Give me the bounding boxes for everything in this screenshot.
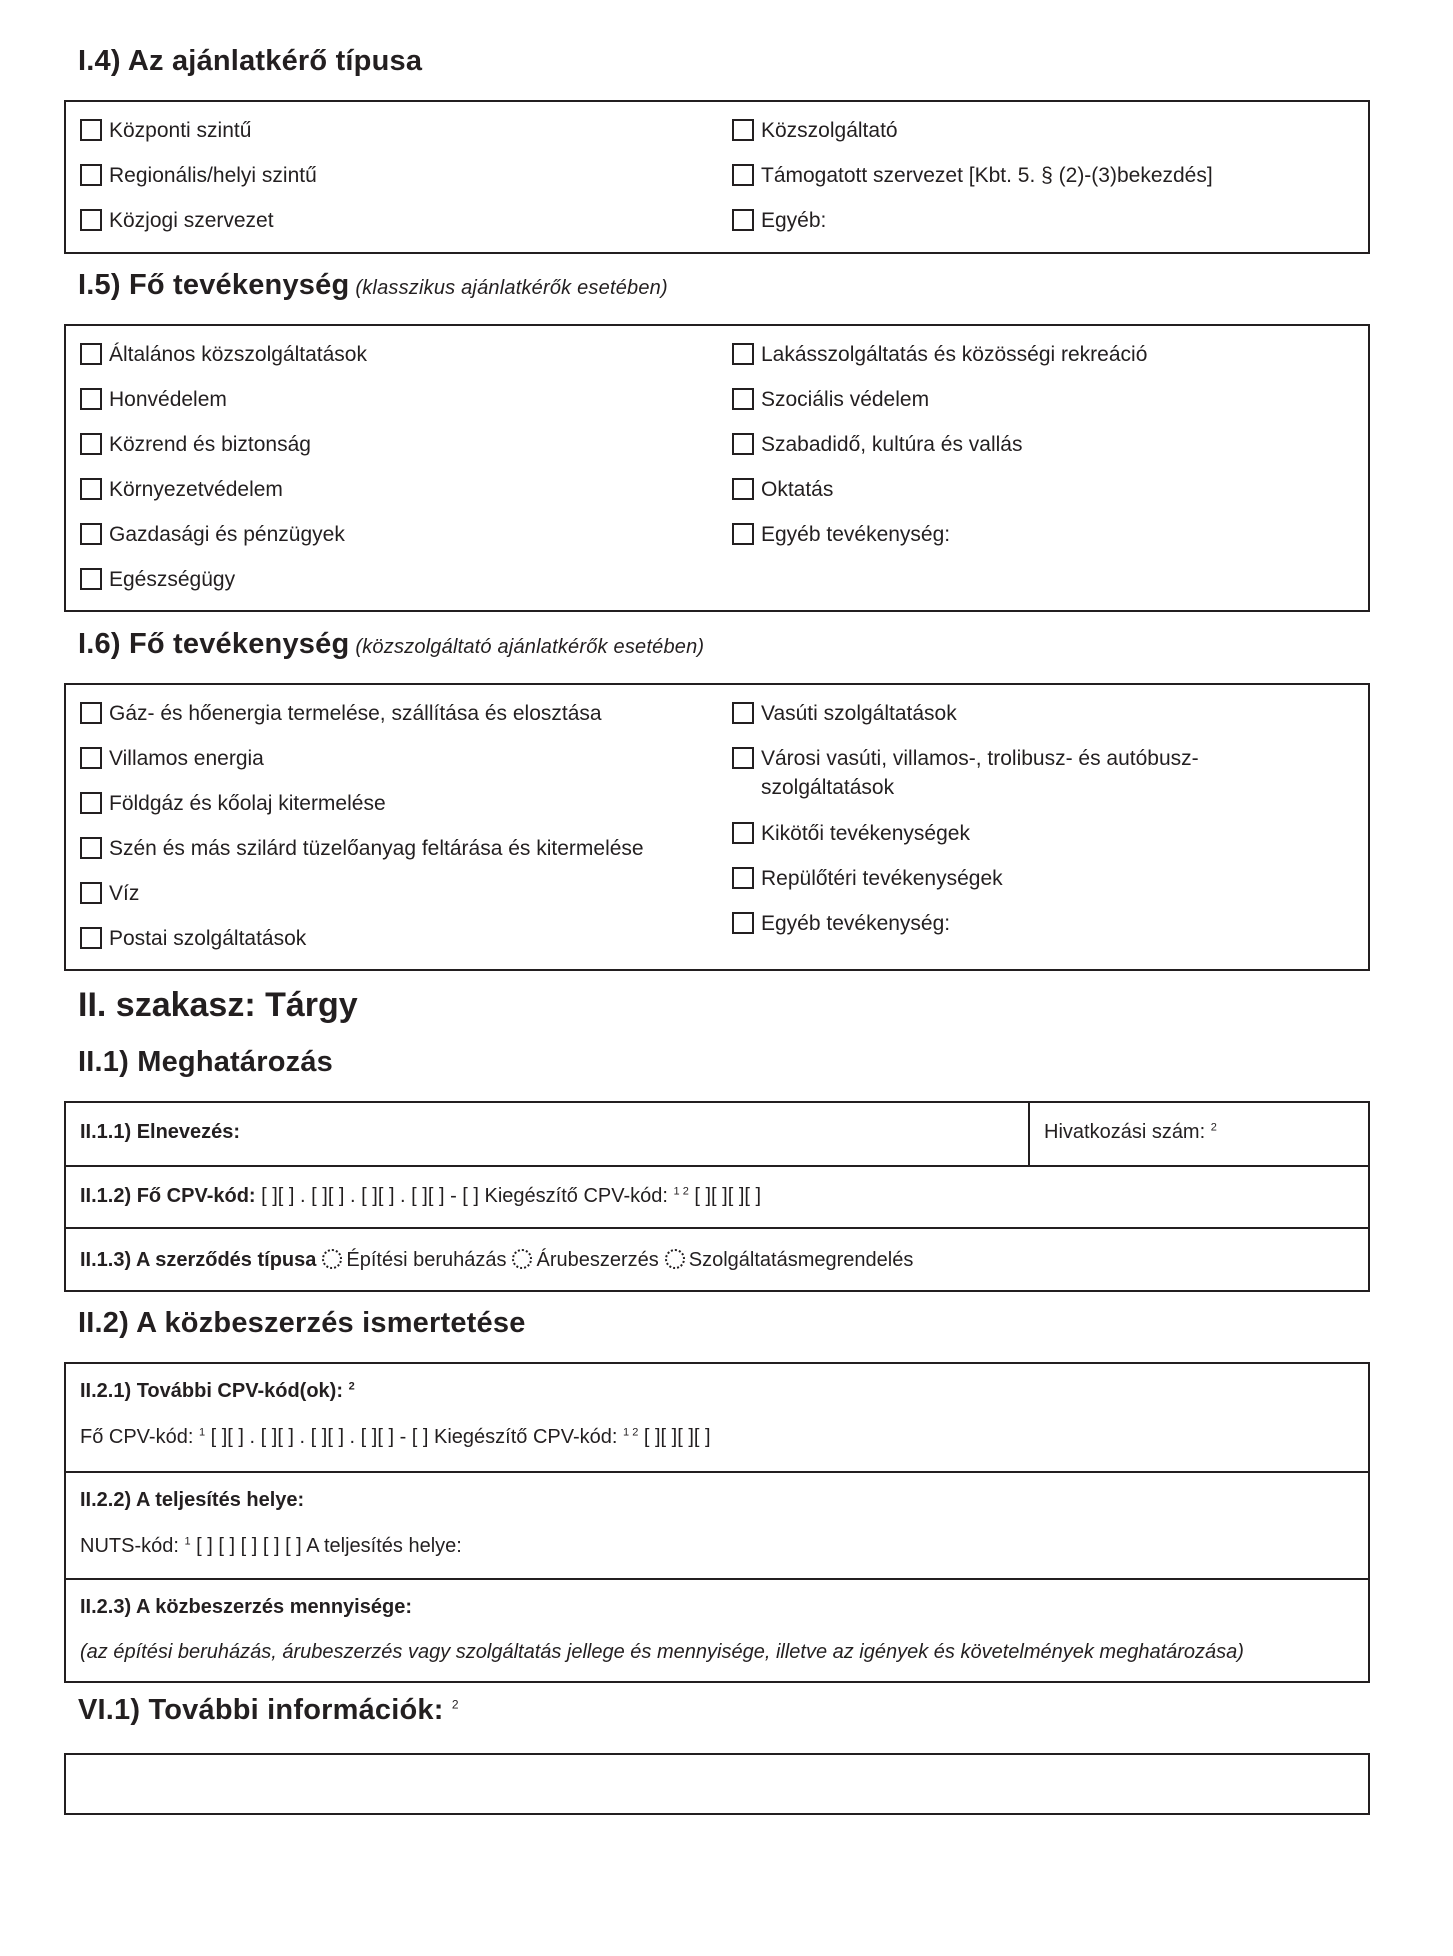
label-kiegeszito-cpv: Kiegészítő CPV-kód:: [484, 1185, 668, 1207]
radio-arubeszerzes[interactable]: [512, 1249, 532, 1269]
checkbox-square[interactable]: [80, 209, 102, 231]
box-ajanlatkero-tipusa: [64, 100, 1370, 254]
radio-epitesi-beruhazas[interactable]: [322, 1249, 342, 1269]
cpv-code-placeholder: [ ][ ] . [ ][ ] . [ ][ ] . [ ][ ] - [ ]: [261, 1185, 479, 1207]
checkbox-square[interactable]: [732, 478, 754, 500]
option-arubeszerzes: Árubeszerzés: [536, 1249, 659, 1271]
checkbox-viz[interactable]: Víz: [80, 879, 139, 908]
label-elnevezes: II.1.1) Elnevezés:: [80, 1121, 241, 1143]
checkbox-repuloteri[interactable]: Repülőtéri tevékenységek: [732, 864, 1003, 893]
cpv-extra-placeholder: [ ][ ][ ][ ]: [694, 1185, 762, 1207]
checkbox-square[interactable]: [732, 867, 754, 889]
section-heading-i6: [78, 628, 704, 661]
footnote-marker: 2: [348, 1380, 355, 1393]
field-tovabbi-informaciok[interactable]: [64, 1753, 1370, 1815]
checkbox-square[interactable]: [80, 837, 102, 859]
checkbox-gaz-es-hoenergia[interactable]: Gáz- és hőenergia termelése, szállítása és elosztása: [80, 699, 602, 728]
checkbox-egyeb[interactable]: Egyéb:: [732, 206, 826, 235]
footnote-marker: 1 2: [623, 1426, 639, 1439]
row-elnevezes: [66, 1103, 1368, 1165]
checkbox-foldgaz-koolaj[interactable]: Földgáz és kőolaj kitermelése: [80, 789, 386, 818]
checkbox-egyeb-tevekenyseg-2[interactable]: Egyéb tevékenység:: [732, 909, 950, 938]
checkbox-square[interactable]: [80, 523, 102, 545]
checkbox-square[interactable]: [732, 822, 754, 844]
checkbox-kozrend[interactable]: Közrend és biztonság: [80, 430, 311, 459]
label-kiegeszito-cpv: Kiegészítő CPV-kód:: [434, 1426, 618, 1448]
footnote-marker: 2: [451, 1697, 459, 1712]
checkbox-szabadido[interactable]: Szabadidő, kultúra és vallás: [732, 430, 1023, 459]
checkbox-square[interactable]: [80, 702, 102, 724]
checkbox-altalanos-kozszolgaltatasok[interactable]: Általános közszolgáltatások: [80, 340, 367, 369]
checkbox-kozjogi-szervezet[interactable]: Közjogi szervezet: [80, 206, 274, 235]
row-fo-cpv-kod: [66, 1165, 1368, 1229]
checkbox-square[interactable]: [80, 164, 102, 186]
footnote-marker: 1: [198, 1426, 206, 1439]
checkbox-lakasszolgaltatas[interactable]: Lakásszolgáltatás és közösségi rekreáció: [732, 340, 1147, 369]
option-epitesi-beruhazas: Építési beruházás: [346, 1249, 507, 1271]
label-hivatkozasi-szam-text: Hivatkozási szám:: [1044, 1121, 1206, 1143]
checkbox-square[interactable]: [732, 702, 754, 724]
line-fo-cpv-kod: [80, 1185, 761, 1208]
checkbox-szen-tuzeloanyag[interactable]: Szén és más szilárd tüzelőanyag feltárása és kitermelése: [80, 834, 644, 863]
label-teljesites-helye-2: A teljesítés helye:: [306, 1535, 462, 1557]
checkbox-varosi-vasuti[interactable]: Városi vasúti, villamos-, trolibusz- és autóbusz-szolgáltatások: [732, 744, 1251, 802]
checkbox-square[interactable]: [80, 882, 102, 904]
cell-divider: [1028, 1103, 1030, 1165]
checkbox-square[interactable]: [80, 568, 102, 590]
section-heading-vi1: [78, 1694, 459, 1727]
checkbox-square[interactable]: [732, 433, 754, 455]
checkbox-square[interactable]: [732, 343, 754, 365]
checkbox-kornyezetvedelem[interactable]: Környezetvédelem: [80, 475, 283, 504]
checkbox-square[interactable]: [80, 119, 102, 141]
label-fo-cpv: Fő CPV-kód:: [80, 1426, 194, 1448]
footnote-marker: 1 2: [673, 1185, 689, 1198]
checkbox-square[interactable]: [732, 388, 754, 410]
label-szerzodes-tipusa: II.1.3) A szerződés típusa: [80, 1249, 317, 1271]
checkbox-oktatas[interactable]: Oktatás: [732, 475, 833, 504]
row-tovabbi-cpv: [66, 1364, 1368, 1471]
section-heading-i5-title: I.5) Fő tevékenység: [78, 269, 350, 301]
checkbox-square[interactable]: [732, 747, 754, 769]
label-nuts-kod: NUTS-kód:: [80, 1535, 179, 1557]
checkbox-honvedelem[interactable]: Honvédelem: [80, 385, 227, 414]
label-mennyiseg: II.2.3) A közbeszerzés mennyisége:: [80, 1596, 412, 1618]
row-teljesites-helye: [66, 1471, 1368, 1580]
section-heading-ii2: II.2) A közbeszerzés ismertetése: [78, 1307, 526, 1339]
box-meghatarozas: [64, 1101, 1370, 1292]
label-tovabbi-cpv-text: II.2.1) További CPV-kód(ok):: [80, 1380, 343, 1402]
section-heading-ii1: II.1) Meghatározás: [78, 1046, 333, 1078]
checkbox-square[interactable]: [80, 927, 102, 949]
line-szerzodes-tipusa: [80, 1249, 913, 1272]
label-fo-cpv-kod: II.1.2) Fő CPV-kód:: [80, 1185, 256, 1207]
section-heading-ii: II. szakasz: Tárgy: [78, 986, 358, 1024]
text-mennyiseg-leiras: (az építési beruházás, árubeszerzés vagy szolgáltatás jellege és mennyisége, illetve az igények és követelmények meghatározása): [80, 1641, 1244, 1663]
footnote-marker: 1: [184, 1535, 191, 1548]
checkbox-tamogatott-szervezet[interactable]: Támogatott szervezet [Kbt. 5. § (2)-(3)bekezdés]: [732, 161, 1213, 190]
checkbox-square[interactable]: [732, 523, 754, 545]
checkbox-regionalis-helyi[interactable]: Regionális/helyi szintű: [80, 161, 317, 190]
box-kozbeszerzes-ismertetese: [64, 1362, 1370, 1683]
section-heading-i5-sub: (klasszikus ajánlatkérők esetében): [355, 277, 668, 299]
checkbox-square[interactable]: [80, 478, 102, 500]
checkbox-kozszolgaltato[interactable]: Közszolgáltató: [732, 116, 898, 145]
label-tovabbi-cpv: [80, 1380, 355, 1403]
label-hivatkozasi-szam: [1044, 1121, 1217, 1144]
checkbox-square[interactable]: [80, 792, 102, 814]
section-heading-vi1-title: VI.1) További információk:: [78, 1694, 444, 1726]
checkbox-square[interactable]: [80, 433, 102, 455]
checkbox-vasuti[interactable]: Vasúti szolgáltatások: [732, 699, 957, 728]
checkbox-egyeb-tevekenyseg[interactable]: Egyéb tevékenység:: [732, 520, 950, 549]
radio-szolgaltatasmegrendeles[interactable]: [665, 1249, 685, 1269]
row-mennyiseg: [66, 1578, 1368, 1683]
checkbox-postai[interactable]: Postai szolgáltatások: [80, 924, 306, 953]
section-heading-i6-sub: (közszolgáltató ajánlatkérők esetében): [355, 636, 705, 658]
label-teljesites-helye: II.2.2) A teljesítés helye:: [80, 1489, 305, 1511]
nuts-code-placeholder: [ ] [ ] [ ] [ ] [ ]: [196, 1535, 302, 1557]
checkbox-szocialis-vedelem[interactable]: Szociális védelem: [732, 385, 929, 414]
checkbox-kikotoi[interactable]: Kikötői tevékenységek: [732, 819, 970, 848]
box-fo-tevekenyseg-klasszikus: [64, 324, 1370, 612]
checkbox-square[interactable]: [732, 119, 754, 141]
row-szerzodes-tipusa: [66, 1227, 1368, 1292]
checkbox-gazdasagi[interactable]: Gazdasági és pénzügyek: [80, 520, 345, 549]
section-heading-i4: I.4) Az ajánlatkérő típusa: [78, 45, 423, 77]
section-heading-i5: [78, 269, 668, 302]
checkbox-square[interactable]: [80, 747, 102, 769]
checkbox-square[interactable]: [732, 209, 754, 231]
checkbox-kozponti-szintu[interactable]: Központi szintű: [80, 116, 251, 145]
line-tovabbi-cpv: [80, 1426, 711, 1449]
checkbox-villamos-energia[interactable]: Villamos energia: [80, 744, 264, 773]
line-nuts-kod: [80, 1535, 462, 1558]
footnote-marker: 2: [1210, 1121, 1217, 1134]
cpv-code-placeholder: [ ][ ] . [ ][ ] . [ ][ ] . [ ][ ] - [ ]: [210, 1426, 429, 1448]
checkbox-square[interactable]: [80, 388, 102, 410]
option-szolgaltatasmegrendeles: Szolgáltatásmegrendelés: [688, 1249, 914, 1271]
checkbox-egeszsegugy[interactable]: Egészségügy: [80, 565, 235, 594]
section-heading-i6-title: I.6) Fő tevékenység: [78, 628, 350, 660]
checkbox-square[interactable]: [80, 343, 102, 365]
checkbox-square[interactable]: [732, 164, 754, 186]
cpv-extra-placeholder: [ ][ ][ ][ ]: [643, 1426, 711, 1448]
box-fo-tevekenyseg-kozszolgaltato: [64, 683, 1370, 971]
checkbox-square[interactable]: [732, 912, 754, 934]
